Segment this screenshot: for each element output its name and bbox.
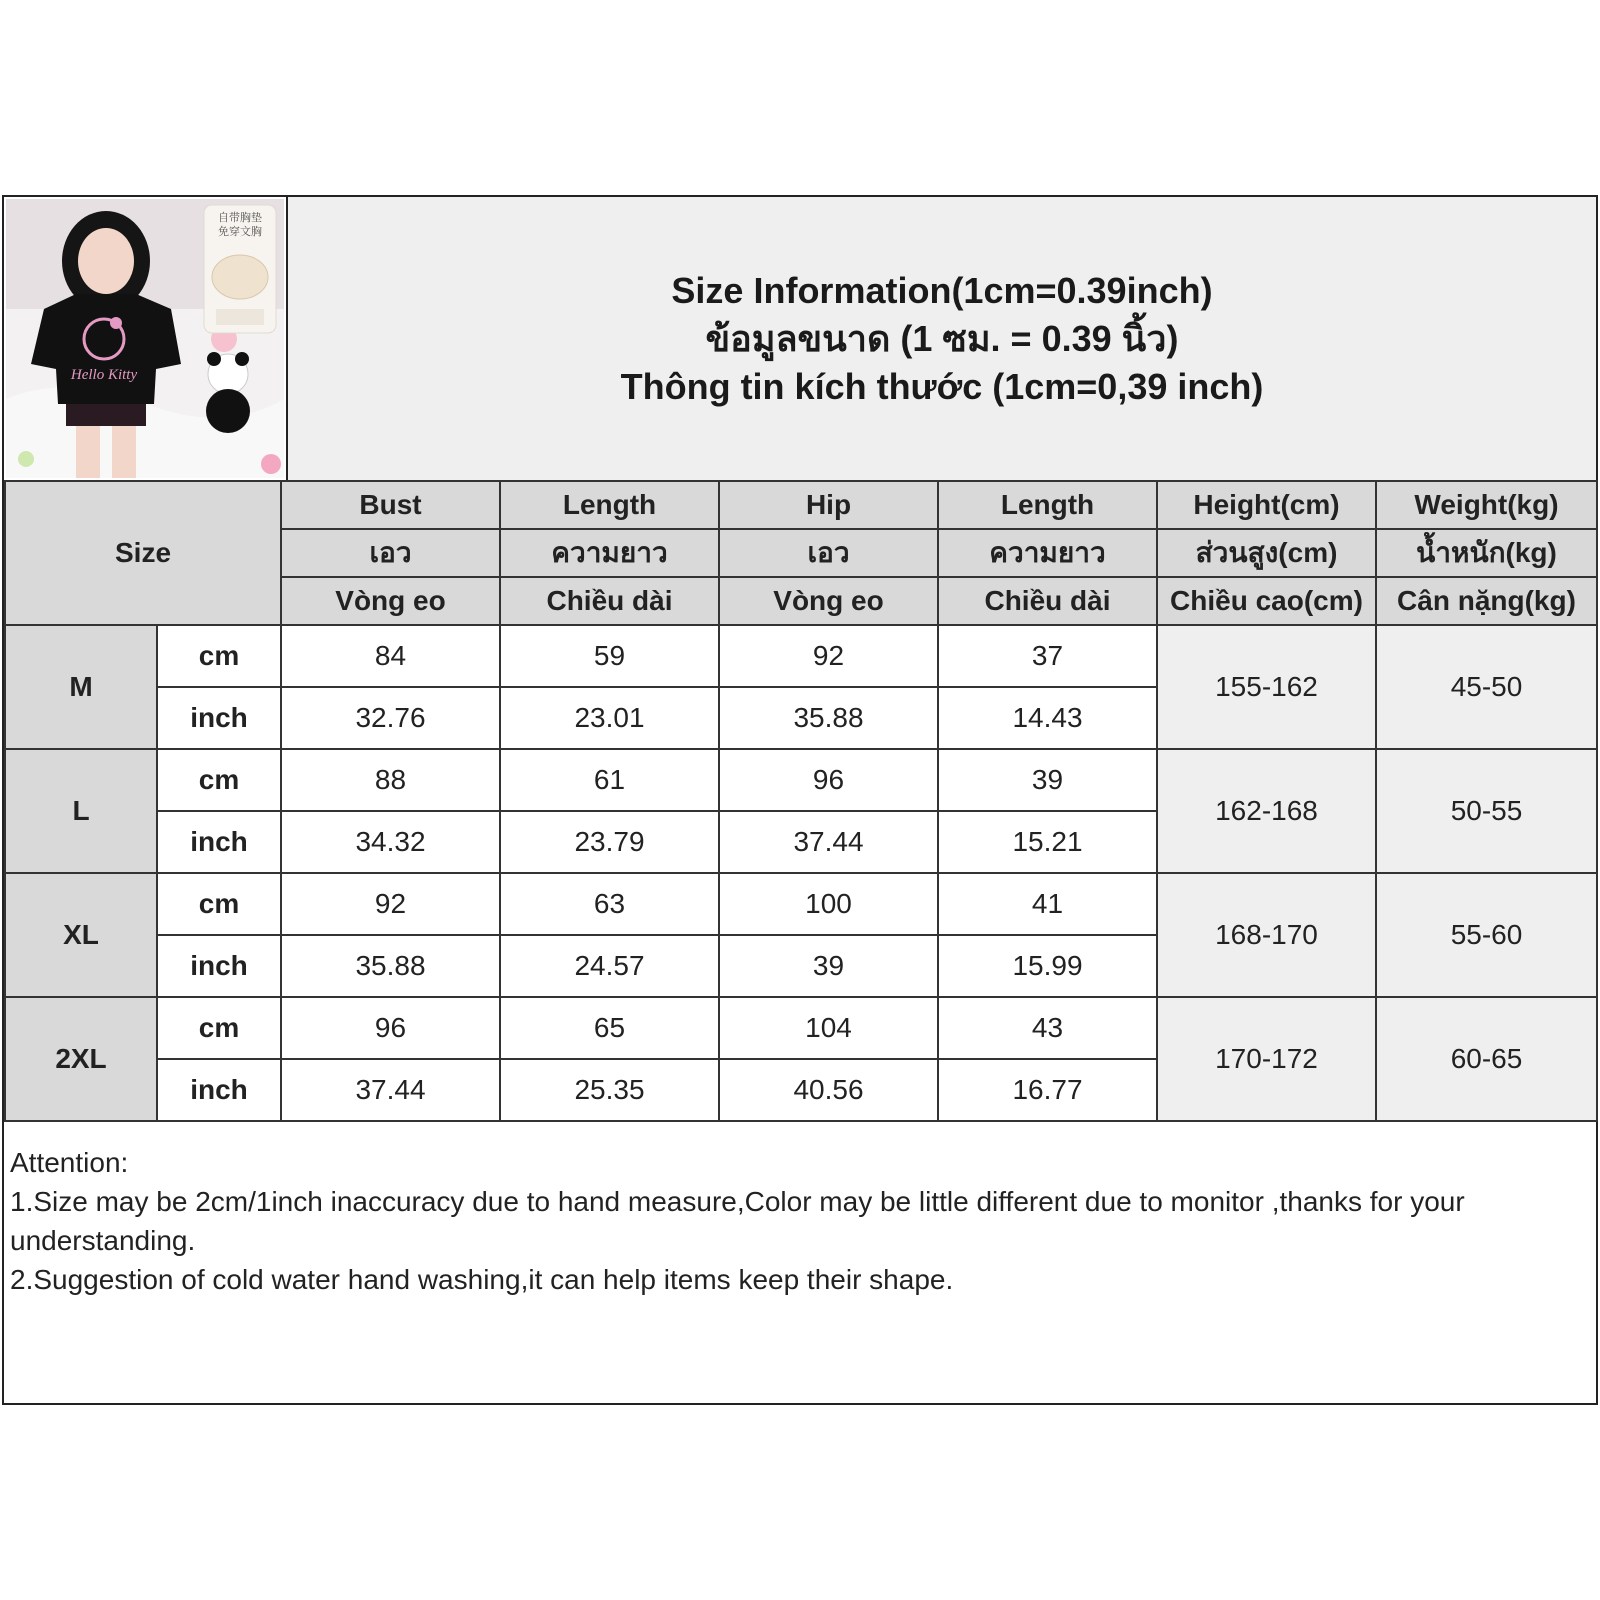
measure-cell: 104 (719, 997, 938, 1059)
unit-cell: cm (157, 749, 281, 811)
size-header: Size (5, 481, 281, 625)
header-row-english (5, 481, 1597, 529)
height-cell: 168-170 (1157, 873, 1376, 997)
col-header-length2-en: Length (938, 481, 1157, 529)
title-english: Size Information(1cm=0.39inch) (671, 269, 1213, 311)
tag-text-1: 自带胸垫 (218, 212, 262, 224)
height-cell: 170-172 (1157, 997, 1376, 1121)
measure-cell: 35.88 (281, 935, 500, 997)
title-vietnamese: Thông tin kích thước (1cm=0,39 inch) (620, 365, 1264, 407)
weight-cell: 50-55 (1376, 749, 1597, 873)
table-row (5, 873, 1597, 935)
col-header-height-en: Height(cm) (1157, 481, 1376, 529)
measure-cell: 92 (719, 625, 938, 687)
measure-cell: 35.88 (719, 687, 938, 749)
weight-cell: 60-65 (1376, 997, 1597, 1121)
measure-cell: 32.76 (281, 687, 500, 749)
col-header-bust-th: เอว (281, 529, 500, 577)
measure-cell: 37 (938, 625, 1157, 687)
col-header-length-en: Length (500, 481, 719, 529)
size-name-cell: XL (5, 873, 157, 997)
measure-cell: 92 (281, 873, 500, 935)
measure-cell: 37.44 (719, 811, 938, 873)
measure-cell: 100 (719, 873, 938, 935)
measure-cell: 61 (500, 749, 719, 811)
measure-cell: 15.99 (938, 935, 1157, 997)
measure-cell: 43 (938, 997, 1157, 1059)
col-header-hip-th: เอว (719, 529, 938, 577)
unit-cell: cm (157, 873, 281, 935)
size-name-cell: 2XL (5, 997, 157, 1121)
col-header-bust-vi: Vòng eo (281, 577, 500, 625)
measure-cell: 96 (281, 997, 500, 1059)
measure-cell: 23.79 (500, 811, 719, 873)
col-header-height-th: ส่วนสูง(cm) (1157, 529, 1376, 577)
height-cell: 155-162 (1157, 625, 1376, 749)
size-table (4, 480, 1598, 1122)
shirt-print-text: Hello Kitty (70, 367, 138, 383)
unit-cell: inch (157, 687, 281, 749)
product-photo-illustration (6, 199, 284, 478)
measure-cell: 88 (281, 749, 500, 811)
unit-cell: inch (157, 935, 281, 997)
notes-heading: Attention: (10, 1147, 129, 1178)
measure-cell: 23.01 (500, 687, 719, 749)
col-header-length2-th: ความยาว (938, 529, 1157, 577)
measure-cell: 40.56 (719, 1059, 938, 1121)
measure-cell: 24.57 (500, 935, 719, 997)
measure-cell: 41 (938, 873, 1157, 935)
measure-cell: 59 (500, 625, 719, 687)
measure-cell: 37.44 (281, 1059, 500, 1121)
size-name-cell: M (5, 625, 157, 749)
unit-cell: inch (157, 811, 281, 873)
unit-cell: inch (157, 1059, 281, 1121)
measure-cell: 63 (500, 873, 719, 935)
table-row (5, 625, 1597, 687)
size-chart (2, 195, 1598, 1405)
measure-cell: 25.35 (500, 1059, 719, 1121)
col-header-height-vi: Chiều cao(cm) (1157, 577, 1376, 625)
measure-cell: 16.77 (938, 1059, 1157, 1121)
measure-cell: 39 (719, 935, 938, 997)
measure-cell: 14.43 (938, 687, 1157, 749)
measure-cell: 34.32 (281, 811, 500, 873)
unit-cell: cm (157, 997, 281, 1059)
measure-cell: 65 (500, 997, 719, 1059)
table-row (5, 749, 1597, 811)
size-name-cell: L (5, 749, 157, 873)
col-header-weight-en: Weight(kg) (1376, 481, 1597, 529)
product-photo (6, 199, 284, 478)
col-header-hip-vi: Vòng eo (719, 577, 938, 625)
title-thai: ข้อมูลขนาด (1 ซม. = 0.39 นิ้ว) (705, 317, 1179, 359)
col-header-bust-en: Bust (281, 481, 500, 529)
col-header-length-th: ความยาว (500, 529, 719, 577)
col-header-length-vi: Chiều dài (500, 577, 719, 625)
table-row (5, 997, 1597, 1059)
col-header-length2-vi: Chiều dài (938, 577, 1157, 625)
col-header-hip-en: Hip (719, 481, 938, 529)
measure-cell: 96 (719, 749, 938, 811)
title-box (286, 197, 1596, 480)
col-header-weight-vi: Cân nặng(kg) (1376, 577, 1597, 625)
col-header-weight-th: น้ำหนัก(kg) (1376, 529, 1597, 577)
height-cell: 162-168 (1157, 749, 1376, 873)
measure-cell: 84 (281, 625, 500, 687)
attention-notes (10, 1143, 1586, 1299)
tag-text-2: 免穿文胸 (218, 226, 262, 238)
note-item-1: 1.Size may be 2cm/1inch inaccuracy due to hand measure,Color may be little different due to monitor ,thanks for your understanding. (10, 1186, 1465, 1256)
note-item-2: 2.Suggestion of cold water hand washing,it can help items keep their shape. (10, 1264, 954, 1295)
measure-cell: 39 (938, 749, 1157, 811)
weight-cell: 45-50 (1376, 625, 1597, 749)
weight-cell: 55-60 (1376, 873, 1597, 997)
measure-cell: 15.21 (938, 811, 1157, 873)
unit-cell: cm (157, 625, 281, 687)
